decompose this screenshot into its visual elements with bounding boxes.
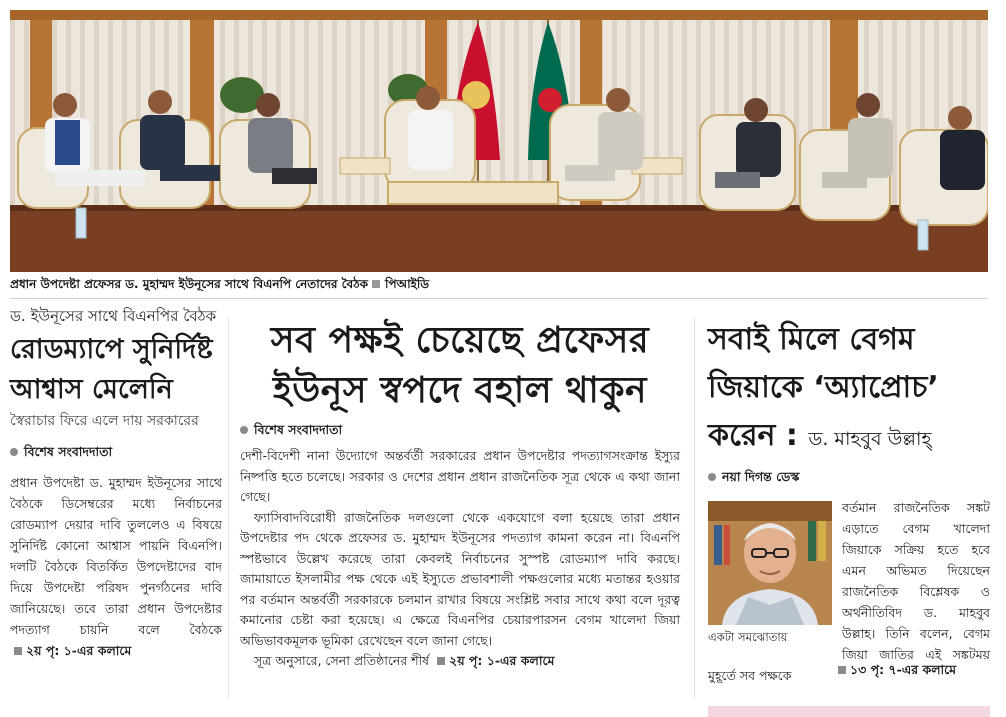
- main-continued-link[interactable]: [433, 653, 554, 668]
- right-byline-text: নয়া দিগন্ত ডেস্ক: [722, 469, 800, 484]
- column-divider: [694, 318, 695, 698]
- main-paragraph-1: দেশী-বিদেশী নানা উদ্যোগে অন্তর্বর্তী সরকারের প্রধান উপদেষ্টার পদত্যাগসংক্রান্ত ইস্যুর নিষ্পত্তি হতে চলেছে। সরকার ও দেশের প্রধান প্রধান রাজনৈতিক সূত্র থেকে এ কথা জানা গেছে।: [240, 448, 680, 504]
- meeting-photo-illustration: [10, 10, 988, 272]
- continued-marker-icon: [14, 647, 22, 655]
- left-body-text: প্রধান উপদেষ্টা ড. মুহাম্মদ ইউনূসের সাথে বৈঠকে ডিসেম্বরের মধ্যে নির্বাচনের রোডম্যাপ দেয়ার দাবি তুললেও এ বিষয়ে সুনির্দিষ্ট কোনো আশ্বাস পায়নি বিএনপি। দলটি বৈঠকে বিতর্কিত উপদেষ্টাদের বাদ দিয়ে উপদেষ্টা পরিষদ পুনর্গঠনের দাবি জানিয়েছে। তবে তারা প্রধান উপদেষ্টার পদত্যাগ চায়নি বলে বৈঠকে: [10, 475, 222, 637]
- left-byline: [10, 444, 222, 460]
- main-paragraph-2: ফ্যাসিবাদবিরোধী রাজনৈতিক দলগুলো থেকে একযোগে বলা হয়েছে তারা প্রধান উপদেষ্টার পদ থেকে প্রফেসর ড. মুহাম্মদ ইউনূসের পদত্যাগ কামনা করেন না। বিএনপি স্পষ্টভাবে উল্লেখ করেছে তারা কেবলই নির্বাচনের সুস্পষ্ট রোডম্যাপ দাবি করছে। জামায়াতে ইসলামীর পক্ষ থেকে এই ইস্যুতে প্রভাবশালী পক্ষগুলোর মধ্যে মতান্তর হওয়ার পর বর্তমান অন্তর্বর্তী সরকারকে চলমান রাখার বিষয়ে সংশ্লিষ্ট সবার সাথে কথা বলে দূরত্ব কমানোর চেষ্টা করা হয়েছে। এ ক্ষেত্রে বিএনপির চেয়ারপারসন বেগম খালেদা জিয়া অভিভাবকমূলক ভূমিকা রেখেছেন বলে জানা গেছে।: [240, 509, 680, 648]
- byline-bullet-icon: [10, 448, 18, 456]
- main-article: [240, 306, 680, 672]
- left-headline-line2: আশ্বাস মেলেনি: [10, 374, 173, 405]
- photo-caption: [10, 276, 988, 292]
- left-byline-text: বিশেষ সংবাদদাতা: [24, 444, 113, 459]
- right-headline-line2: জিয়াকে ‘অ্যাপ্রোচ’: [708, 370, 939, 405]
- bottom-ad-strip: [708, 706, 990, 717]
- left-headline[interactable]: [10, 330, 222, 410]
- main-headline-line1: সব পক্ষই চেয়েছে প্রফেসর: [270, 320, 650, 361]
- right-body: [708, 497, 990, 686]
- news-photo: [10, 10, 988, 272]
- main-continued-text: ২য় পৃ: ১-এর কলামে: [449, 653, 555, 668]
- main-byline: [240, 422, 680, 438]
- portrait-caption: একটা সমঝোতায়: [708, 630, 788, 644]
- photo-credit: পিআইডি: [385, 277, 430, 291]
- left-kicker: ড. ইউনূসের সাথে বিএনপির বৈঠক: [10, 307, 217, 325]
- portrait-figure: [708, 501, 832, 645]
- right-byline: [708, 469, 990, 485]
- portrait-photo: [708, 501, 832, 625]
- main-paragraph-3: সূত্র অনুসারে, সেনা প্রতিষ্ঠানের শীর্ষ: [254, 653, 430, 668]
- right-headline-attribution: ড. মাহবুব উল্লাহ্: [808, 428, 932, 450]
- left-continued-link[interactable]: [10, 643, 131, 658]
- continued-marker-icon: [437, 657, 445, 665]
- main-headline[interactable]: [240, 316, 680, 416]
- left-article: [10, 306, 222, 661]
- main-body: [240, 446, 680, 672]
- right-headline-line3: করেন :: [708, 418, 798, 453]
- caption-separator-icon: [372, 280, 380, 288]
- left-headline-line1: রোডম্যাপে সুনির্দিষ্ট: [10, 334, 213, 365]
- section-divider: [10, 298, 988, 299]
- main-byline-text: বিশেষ সংবাদদাতা: [254, 422, 343, 437]
- right-headline-line1: সবাই মিলে বেগম: [708, 322, 915, 357]
- byline-bullet-icon: [708, 473, 716, 481]
- column-divider: [228, 318, 229, 698]
- left-body: [10, 472, 222, 661]
- photo-caption-text: প্রধান উপদেষ্টা প্রফেসর ড. মুহাম্মদ ইউনূসের সাথে বিএনপি নেতাদের বৈঠক: [10, 277, 369, 291]
- right-article: [708, 306, 990, 686]
- right-body-text: বর্তমান রাজনৈতিক সঙ্কট এড়াতে বেগম খালেদা জিয়াকে সক্রিয় হতে হবে এমন অভিমত দিয়েছেন রাজনৈতিক বিশ্লেষক ও অর্থনীতিবিদ ড. মাহবুব উল্লাহ। তিনি বলেন, বেগম জিয়া জাতির এই সঙ্কটময় মুহূর্তে সব পক্ষকে: [708, 500, 990, 683]
- byline-bullet-icon: [240, 426, 248, 434]
- right-headline[interactable]: [708, 316, 990, 463]
- right-continued-text: ১৩ পৃ: ৭-এর কলামে: [850, 662, 957, 677]
- left-subheadline: স্বৈরাচার ফিরে এলে দায় সরকারের: [10, 413, 199, 429]
- main-headline-line2: ইউনূস স্বপদে বহাল থাকুন: [273, 370, 647, 411]
- right-continued-link[interactable]: [834, 662, 956, 682]
- left-continued-text: ২য় পৃ: ১-এর কলামে: [26, 643, 132, 658]
- continued-marker-icon: [838, 666, 846, 674]
